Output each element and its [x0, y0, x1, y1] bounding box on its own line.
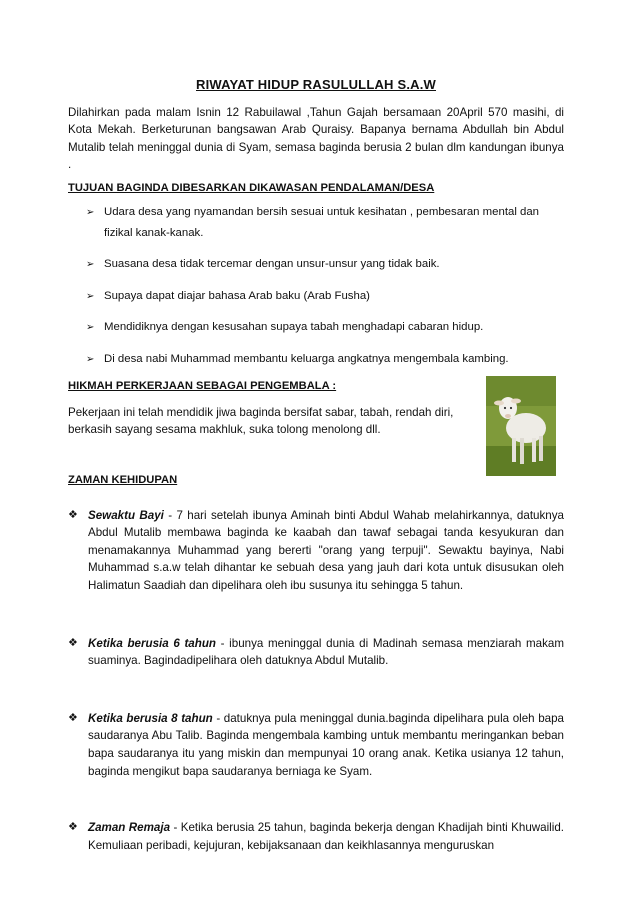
list-item-text: Mendidiknya dengan kesusahan supaya tabah menghadapi cabaran hidup.: [104, 321, 484, 334]
diamond-bullet-icon: ❖: [68, 636, 78, 649]
list-item: [68, 349, 564, 370]
page-title: RIWAYAT HIDUP RASULULLAH S.A.W: [195, 77, 436, 92]
list-item: [68, 317, 564, 338]
list-item: [68, 710, 564, 780]
arrow-bullet-icon: ➢: [86, 322, 95, 334]
diamond-bullet-icon: ❖: [68, 821, 78, 834]
list-item: [68, 254, 564, 275]
arrow-bullet-icon: ➢: [86, 259, 95, 271]
list-item: [68, 202, 564, 244]
item-text: - 7 hari setelah ibunya Aminah binti Abdul Wahab melahirkannya, datuknya Abdul Mutalib membawa baginda ke kaabah dan tawaf sebagai tanda kesyukuran dan menamakannya Muhammad yang bererti "orang yang terpuji". Sewaktu bayinya, Nabi Muhammad s.a.w telah dihantar ke sebuah desa yang jauh dari kota untuk disusukan oleh Halimatun Saadiah dan dipelihara oleh ibu susunya itu sehingga 5 tahun.: [88, 508, 564, 593]
arrow-bullet-icon: ➢: [86, 206, 95, 218]
item-text: - Ketika berusia 25 tahun, baginda bekerja dengan Khadijah binti Khuwailid. Kemuliaan peribadi, kejujuran, kebijaksanaan dan keikhlasannya menguruskan: [88, 821, 564, 852]
document-page: [68, 76, 564, 854]
tujuan-heading: TUJUAN BAGINDA DIBESARKAN DIKAWASAN PENDALAMAN/DESA: [68, 181, 435, 194]
item-label: Sewaktu Bayi: [88, 508, 164, 522]
item-label: Ketika berusia 6 tahun: [88, 636, 216, 650]
arrow-bullet-icon: ➢: [86, 290, 95, 302]
zaman-heading: ZAMAN KEHIDUPAN: [68, 474, 178, 487]
hikmah-heading: HIKMAH PERKERJAAN SEBAGAI PENGEMBALA :: [68, 380, 337, 393]
hikmah-section: [68, 378, 564, 470]
list-item: [68, 819, 564, 854]
arrow-bullet-icon: ➢: [86, 353, 95, 365]
list-item-text: Supaya dapat diajar bahasa Arab baku (Arab Fusha): [104, 289, 370, 302]
item-label: Ketika berusia 8 tahun: [88, 711, 213, 725]
sheep-photo: [486, 376, 556, 476]
hikmah-paragraph: Pekerjaan ini telah mendidik jiwa baginda bersifat sabar, tabah, rendah diri, berkasih sayang sesama makhluk, suka tolong menolong dll.: [68, 405, 454, 437]
list-item: [68, 286, 564, 307]
list-item-text: Suasana desa tidak tercemar dengan unsur-unsur yang tidak baik.: [104, 258, 440, 271]
list-item: [68, 635, 564, 670]
intro-paragraph: Dilahirkan pada malam Isnin 12 Rabuilawal ,Tahun Gajah bersamaan 20April 570 masihi, di Kota Mekah. Berketurunan bangsawan Arab Quraisy. Bapanya bernama Abdullah bin Abdul Mutalib telah meninggal dunia di Syam, semasa baginda berusia 2 bulan dlm kandungan ibunya .: [68, 105, 564, 172]
zaman-list: [68, 507, 564, 855]
item-text: - ibunya meninggal dunia di Madinah semasa menziarah makam suaminya. Bagindadipelihara oleh datuknya Abdul Mutalib.: [88, 636, 564, 668]
item-label: Zaman Remaja: [88, 821, 171, 835]
tujuan-list: [68, 202, 564, 370]
diamond-bullet-icon: ❖: [68, 508, 78, 521]
list-item-text: Di desa nabi Muhammad membantu keluarga angkatnya mengembala kambing.: [104, 352, 509, 365]
diamond-bullet-icon: ❖: [68, 711, 78, 724]
list-item-text: Udara desa yang nyamandan bersih sesuai untuk kesihatan , pembesaran mental dan fizikal kanak-kanak.: [104, 205, 540, 239]
list-item: [68, 507, 564, 595]
item-text: - datuknya pula meninggal dunia.baginda dipelihara pula oleh bapa saudaranya Abu Talib. Baginda mengembala kambing untuk membantu meringankan beban bapa saudaranya itu yang miskin dan mempunyai 10 orang anak. Ketika usianya 12 tahun, baginda mengikut bapa saudaranya berniaga ke Syam.: [88, 711, 564, 778]
